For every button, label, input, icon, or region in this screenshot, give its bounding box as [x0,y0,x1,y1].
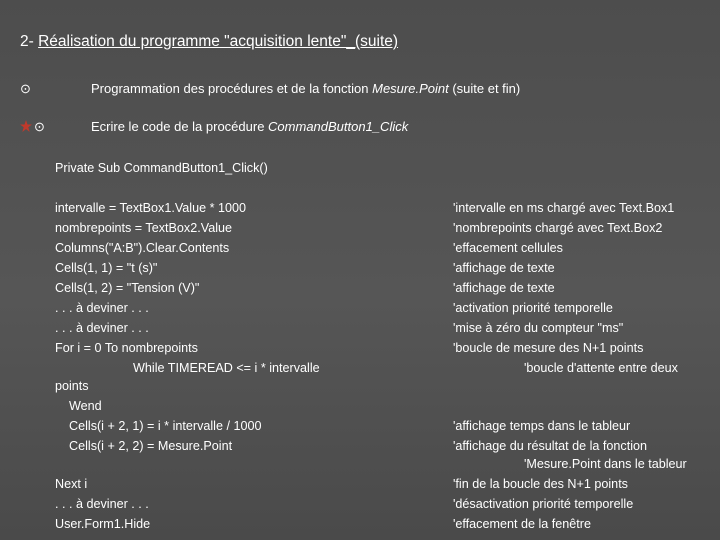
code-line: Cells(i + 2, 1) = i * intervalle / 1000 [69,419,262,433]
slide-title [20,33,398,51]
code-comment: 'affichage de texte [453,281,555,295]
code-comment: 'activation priorité temporelle [453,301,613,315]
code-line: Cells(1, 1) = "t (s)" [55,261,158,275]
code-line: Cells(i + 2, 2) = Mesure.Point [69,439,233,453]
code-line: . . . à deviner . . . [55,321,149,335]
code-line: intervalle = TextBox1.Value * 1000 [55,201,247,215]
code-header: Private Sub CommandButton1_Click() [55,161,268,175]
code-comment: 'effacement de la fenêtre [453,517,591,531]
code-comment: 'boucle d'attente entre deux [524,361,678,375]
code-line: nombrepoints = TextBox2.Value [55,221,233,235]
code-comment: 'intervalle en ms chargé avec Text.Box1 [453,201,675,215]
code-line: Cells(1, 2) = "Tension (V)" [55,281,200,295]
code-comment: 'mise à zéro du compteur "ms" [453,321,624,335]
code-line: points [55,379,89,393]
code-line: While TIMEREAD <= i * intervalle [133,361,320,375]
title-text: Réalisation du programme "acquisition lente"_(suite) [38,33,399,50]
bullet-text-1 [91,81,520,96]
circled-dot-bullet-icon-2: ⊙ [34,119,45,134]
star-shape [20,120,32,132]
code-line: Next i [55,477,88,491]
code-line: Columns("A:B").Clear.Contents [55,241,230,255]
bullet-2-italic: CommandButton1_Click [268,119,409,134]
code-comment: 'désactivation priorité temporelle [453,497,634,511]
code-line: For i = 0 To nombrepoints [55,341,198,355]
code-comment: 'fin de la boucle des N+1 points [453,477,628,491]
code-line: . . . à deviner . . . [55,301,149,315]
code-comment: 'affichage temps dans le tableur [453,419,631,433]
bullet-1-italic: Mesure.Point [372,81,449,96]
code-comment: 'nombrepoints chargé avec Text.Box2 [453,221,663,235]
code-line: . . . à deviner . . . [55,497,149,511]
code-comment: 'Mesure.Point dans le tableur [524,457,687,471]
title-number: 2- [20,33,39,50]
circled-dot-bullet-icon: ⊙ [20,81,31,96]
bullet-2-plain: Ecrire le code de la procédure [91,119,269,134]
code-line: User.Form1.Hide [55,517,151,531]
code-comment: 'affichage de texte [453,261,555,275]
pointing-star-bullet-icon [20,119,32,134]
code-comment: 'affichage du résultat de la fonction [453,439,648,453]
code-comment: 'effacement cellules [453,241,563,255]
bullet-1-plain: Programmation des procédures et de la fonction [91,81,373,96]
code-comment: 'boucle de mesure des N+1 points [453,341,644,355]
bullet-text-2 [91,119,408,134]
code-line: Wend [69,399,102,413]
bullet-1-after: (suite et fin) [448,81,521,96]
